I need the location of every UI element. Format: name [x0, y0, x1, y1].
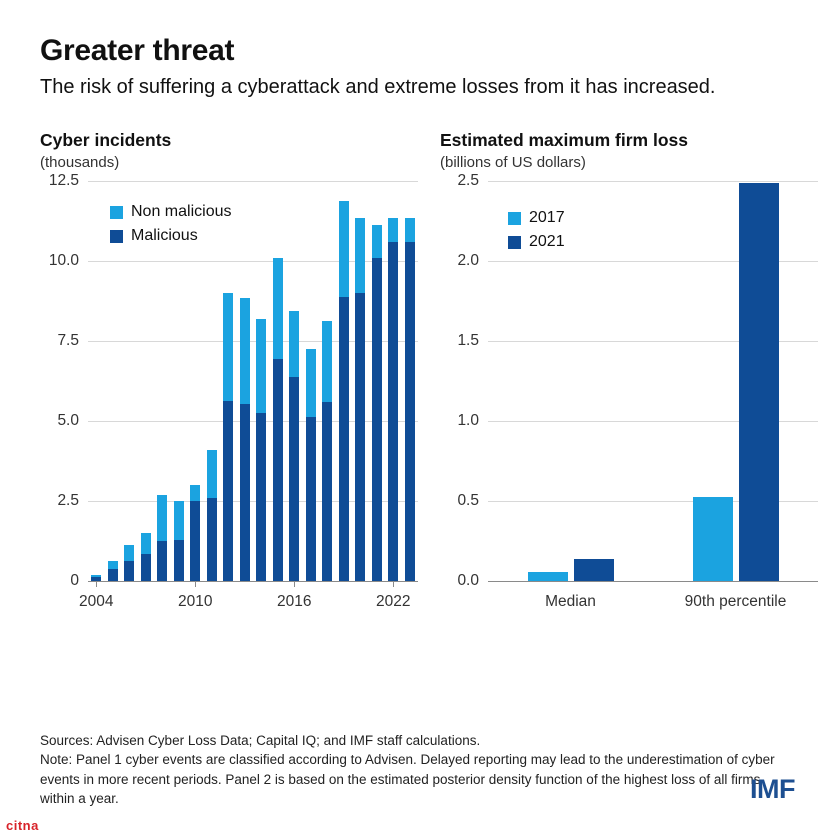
bar-segment-malicious [322, 402, 332, 581]
bar-stacked [355, 218, 365, 581]
y-axis-tick-label: 2.0 [457, 252, 479, 270]
bar-2017 [693, 497, 733, 582]
bar-segment-malicious [372, 258, 382, 581]
panel-cyber-incidents [40, 130, 418, 621]
bar-segment-malicious [289, 377, 299, 582]
x-axis-tick-label: 2022 [376, 593, 411, 611]
bar-segment-non-malicious [339, 201, 349, 297]
chart-cyber-incidents [48, 172, 418, 621]
y-axis-tick-label: 0.0 [457, 572, 479, 590]
legend-label: Non malicious [131, 203, 232, 221]
legend-label: 2021 [529, 233, 565, 251]
y-axis-tick-label: 0 [70, 572, 79, 590]
gridline [88, 501, 418, 502]
bar-segment-malicious [223, 401, 233, 582]
x-axis-tickmark [393, 581, 394, 587]
y-axis-tick-label: 7.5 [57, 332, 79, 350]
footer-note: Note: Panel 1 cyber events are classified according to Advisen. Delayed reporting may lead to the underestimation of cyber events in more recent periods. Panel 2 is based on the estimated posterior density function of the highest loss of all firms within a year. [40, 752, 775, 807]
bar-segment-malicious [207, 498, 217, 581]
bar-segment-non-malicious [240, 298, 250, 404]
bar-stacked [289, 311, 299, 581]
legend-swatch-icon [110, 206, 123, 219]
bar-stacked [108, 561, 118, 582]
bar-segment-malicious [174, 540, 184, 582]
bottom-strip [0, 818, 835, 835]
bar-segment-non-malicious [372, 225, 382, 259]
y-axis-tick-label: 5.0 [57, 412, 79, 430]
x-axis-category-label: 90th percentile [684, 593, 787, 611]
y-axis-tick-label: 2.5 [57, 492, 79, 510]
footer [40, 731, 795, 809]
legend-panel2 [508, 209, 565, 257]
bar-stacked [306, 349, 316, 581]
bar-2021 [574, 559, 614, 581]
panel2-title: Estimated maximum firm loss [440, 130, 688, 151]
bar-segment-malicious [355, 293, 365, 581]
bar-segment-malicious [306, 417, 316, 582]
y-axis-tick-label: 2.5 [457, 172, 479, 190]
bar-segment-malicious [157, 541, 167, 581]
bar-stacked [388, 218, 398, 581]
bar-segment-malicious [256, 413, 266, 581]
bar-stacked [124, 545, 134, 582]
panel-max-firm-loss [440, 130, 818, 621]
bar-segment-malicious [405, 242, 415, 581]
legend-swatch-icon [508, 212, 521, 225]
bar-stacked [223, 293, 233, 581]
bar-stacked [273, 258, 283, 581]
panels-container [40, 130, 795, 621]
bar-segment-non-malicious [289, 311, 299, 377]
bar-segment-malicious [190, 501, 200, 581]
bar-segment-malicious [388, 242, 398, 581]
bar-stacked [372, 225, 382, 582]
bar-segment-non-malicious [190, 485, 200, 501]
bar-stacked [141, 533, 151, 581]
bar-stacked [174, 501, 184, 581]
bar-segment-non-malicious [273, 258, 283, 359]
bar-2017 [528, 572, 568, 582]
legend-swatch-icon [508, 236, 521, 249]
bar-segment-non-malicious [141, 533, 151, 554]
gridline [88, 421, 418, 422]
bar-segment-non-malicious [388, 218, 398, 242]
bar-segment-non-malicious [207, 450, 217, 498]
panel1-title: Cyber incidents [40, 130, 172, 151]
bar-stacked [207, 450, 217, 581]
y-axis-tick-label: 1.5 [457, 332, 479, 350]
legend-label: 2017 [529, 209, 565, 227]
plot-area [457, 172, 818, 611]
panel1-subtitle: (thousands) [40, 154, 120, 172]
gridline [88, 261, 418, 262]
bar-stacked [339, 201, 349, 582]
legend-item [508, 233, 565, 251]
bar-stacked [157, 495, 167, 581]
x-axis-line [88, 581, 418, 582]
bar-segment-malicious [124, 561, 134, 582]
y-axis-tick-label: 10.0 [48, 252, 79, 270]
bar-segment-non-malicious [306, 349, 316, 416]
bar-stacked [405, 218, 415, 581]
bar-segment-non-malicious [405, 218, 415, 242]
y-axis-tick-label: 12.5 [48, 172, 79, 190]
bar-segment-malicious [108, 569, 118, 582]
page-subtitle: The risk of suffering a cyberattack and extreme losses from it has increased. [40, 76, 716, 98]
imf-logo: IMF [750, 773, 795, 804]
bar-segment-non-malicious [124, 545, 134, 561]
page-title: Greater threat [40, 34, 235, 67]
x-axis-tickmark [96, 581, 97, 587]
legend-item [508, 209, 565, 227]
legend-label: Malicious [131, 227, 198, 245]
chart-max-firm-loss [457, 172, 818, 621]
legend-panel1 [110, 203, 231, 251]
bar-segment-non-malicious [322, 321, 332, 403]
bar-segment-malicious [339, 297, 349, 582]
gridline [88, 341, 418, 342]
bar-segment-malicious [273, 359, 283, 581]
bar-segment-non-malicious [223, 293, 233, 400]
bar-segment-non-malicious [256, 319, 266, 413]
bar-segment-non-malicious [355, 218, 365, 293]
panel2-subtitle: (billions of US dollars) [440, 154, 586, 172]
bar-stacked [190, 485, 200, 581]
bar-segment-non-malicious [174, 501, 184, 539]
citna-brand: citna [6, 818, 39, 833]
x-axis-line [488, 581, 818, 582]
bar-segment-non-malicious [108, 561, 118, 569]
bar-2021 [739, 183, 779, 581]
legend-item [110, 227, 231, 245]
bar-segment-malicious [240, 404, 250, 582]
footer-sources: Sources: Advisen Cyber Loss Data; Capital IQ; and IMF staff calculations. [40, 732, 481, 748]
x-axis-tick-label: 2004 [79, 593, 114, 611]
x-axis-tickmark [195, 581, 196, 587]
legend-swatch-icon [110, 230, 123, 243]
legend-item [110, 203, 231, 221]
gridline [88, 181, 418, 182]
bar-stacked [322, 321, 332, 582]
bar-segment-malicious [141, 554, 151, 581]
y-axis-tick-label: 0.5 [457, 492, 479, 510]
plot-area [48, 172, 418, 611]
bar-segment-non-malicious [157, 495, 167, 541]
x-axis-tick-label: 2010 [178, 593, 213, 611]
x-axis-tick-label: 2016 [277, 593, 312, 611]
y-axis-tick-label: 1.0 [457, 412, 479, 430]
x-axis-category-label: Median [545, 593, 596, 611]
x-axis-tickmark [294, 581, 295, 587]
bar-stacked [256, 319, 266, 581]
bar-stacked [240, 298, 250, 581]
